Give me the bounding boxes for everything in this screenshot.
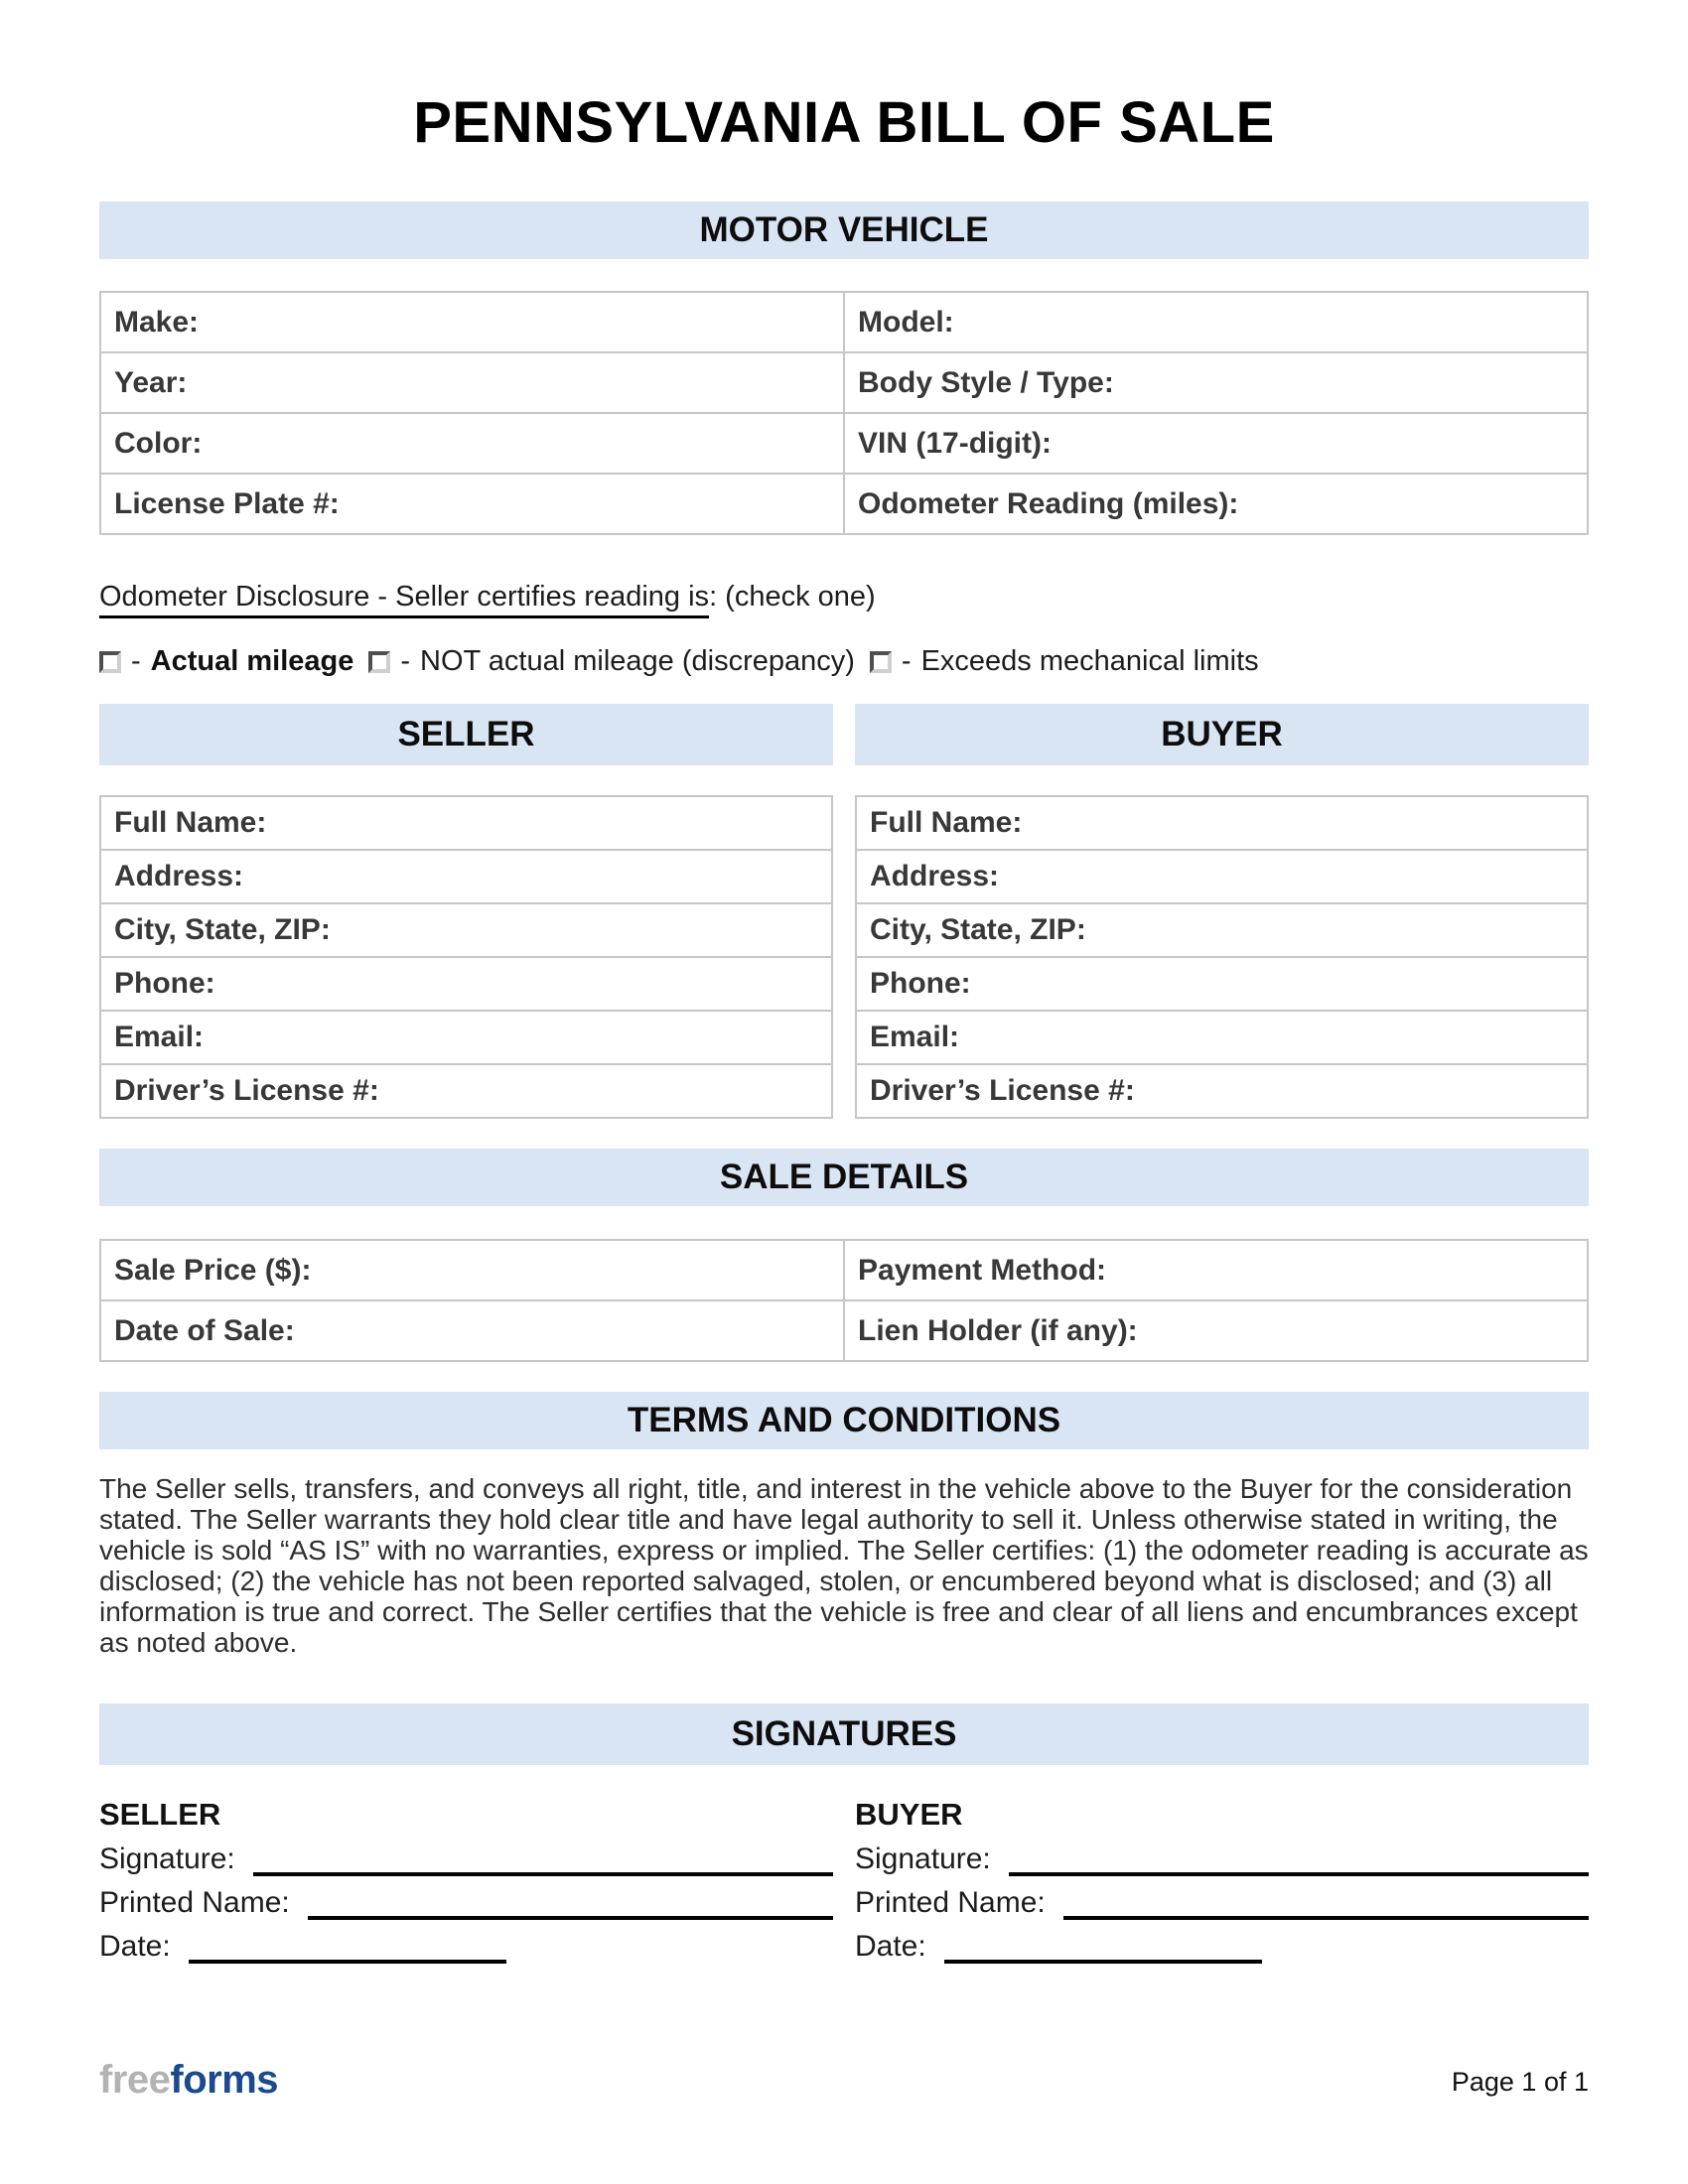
table-row	[856, 850, 1588, 903]
body-style-field[interactable]: Body Style / Type:	[844, 352, 1588, 413]
buyer-signature-heading: BUYER	[855, 1797, 963, 1832]
option-not-actual-mileage	[368, 645, 855, 678]
date-of-sale-field[interactable]: Date of Sale:	[100, 1300, 844, 1361]
option-label: NOT actual mileage (discrepancy)	[420, 645, 855, 677]
signature-label: Signature:	[855, 1843, 991, 1875]
signature-label: Signature:	[99, 1843, 235, 1875]
dash-separator: -	[400, 645, 411, 677]
odometer-reading-field[interactable]: Odometer Reading (miles):	[844, 474, 1588, 534]
actual-mileage-checkbox[interactable]	[99, 651, 121, 673]
buyer-printed-name-row	[855, 1886, 1589, 1920]
buyer-email-field[interactable]: Email:	[856, 1011, 1588, 1064]
option-label: Actual mileage	[150, 645, 354, 677]
color-field[interactable]: Color:	[100, 413, 844, 474]
buyer-signature-block	[855, 1797, 1589, 1964]
seller-signature-heading: SELLER	[99, 1797, 221, 1832]
table-row	[100, 903, 832, 957]
freeforms-logo	[99, 2058, 278, 2103]
table-row	[856, 1011, 1588, 1064]
table-row	[100, 1064, 832, 1118]
table-row	[100, 1240, 1588, 1300]
year-field[interactable]: Year:	[100, 352, 844, 413]
section-header-signatures: SIGNATURES	[99, 1704, 1589, 1765]
seller-table	[99, 795, 833, 1119]
exceeds-limits-checkbox[interactable]	[870, 651, 892, 673]
odometer-disclosure-underlined: Odometer Disclosure - Seller certifies reading is	[99, 581, 709, 618]
seller-printed-name-row	[99, 1886, 833, 1920]
section-header-terms: TERMS AND CONDITIONS	[99, 1392, 1589, 1449]
page-footer	[99, 2058, 1589, 2103]
seller-signature-row	[99, 1843, 833, 1876]
buyer-signature-row	[855, 1843, 1589, 1876]
motor-vehicle-table	[99, 291, 1589, 535]
lien-holder-field[interactable]: Lien Holder (if any):	[844, 1300, 1588, 1361]
make-field[interactable]: Make:	[100, 292, 844, 352]
buyer-date-line[interactable]	[944, 1938, 1262, 1964]
seller-signature-block	[99, 1797, 833, 1964]
table-row	[100, 352, 1588, 413]
odometer-disclosure-line	[99, 581, 1589, 614]
buyer-table	[855, 795, 1589, 1119]
option-label: Exceeds mechanical limits	[920, 645, 1259, 677]
table-row	[100, 796, 832, 850]
buyer-printed-name-line[interactable]	[1063, 1894, 1589, 1920]
table-row	[856, 796, 1588, 850]
sale-details-table	[99, 1239, 1589, 1362]
odometer-disclosure-suffix: : (check one)	[709, 581, 876, 613]
date-label: Date:	[855, 1930, 926, 1963]
table-row	[100, 1300, 1588, 1361]
table-row	[100, 957, 832, 1011]
seller-full-name-field[interactable]: Full Name:	[100, 796, 832, 850]
logo-free-text: free	[99, 2058, 171, 2102]
section-header-seller: SELLER	[99, 704, 833, 765]
vin-field[interactable]: VIN (17-digit):	[844, 413, 1588, 474]
model-field[interactable]: Model:	[844, 292, 1588, 352]
dash-separator: -	[131, 645, 141, 677]
party-headers	[99, 704, 1589, 765]
date-label: Date:	[99, 1930, 171, 1963]
logo-forms-text: forms	[170, 2058, 279, 2102]
option-exceeds-limits	[870, 645, 1259, 678]
signature-blocks	[99, 1797, 1589, 1964]
seller-phone-field[interactable]: Phone:	[100, 957, 832, 1011]
printed-name-label: Printed Name:	[99, 1886, 290, 1919]
table-row	[100, 850, 832, 903]
buyer-phone-field[interactable]: Phone:	[856, 957, 1588, 1011]
table-row	[100, 1011, 832, 1064]
terms-paragraph: The Seller sells, transfers, and conveys all right, title, and interest in the vehicle above to the Buyer for the consideration stated. The Seller warrants they hold clear title and have legal authority to sell it. Unless otherwise stated in writing, the vehicle is sold “AS IS” with no warranties, express or implied. The Seller certifies: (1) the odometer reading is accurate as disclosed; (2) the vehicle has not been reported salvaged, stolen, or encumbered beyond what is disclosed; and (3) all information is true and correct. The Seller certifies that the vehicle is free and clear of all liens and encumbrances except as noted above.	[99, 1473, 1589, 1658]
dash-separator: -	[901, 645, 912, 677]
buyer-full-name-field[interactable]: Full Name:	[856, 796, 1588, 850]
printed-name-label: Printed Name:	[855, 1886, 1046, 1919]
payment-method-field[interactable]: Payment Method:	[844, 1240, 1588, 1300]
seller-drivers-license-field[interactable]: Driver’s License #:	[100, 1064, 832, 1118]
table-row	[100, 413, 1588, 474]
option-actual-mileage	[99, 645, 353, 678]
section-header-buyer: BUYER	[855, 704, 1589, 765]
seller-signature-line[interactable]	[253, 1850, 833, 1876]
party-tables	[99, 795, 1589, 1119]
table-row	[100, 474, 1588, 534]
seller-date-line[interactable]	[189, 1938, 506, 1964]
section-header-motor-vehicle: MOTOR VEHICLE	[99, 202, 1589, 259]
page-number: Page 1 of 1	[1451, 2067, 1589, 2097]
seller-email-field[interactable]: Email:	[100, 1011, 832, 1064]
seller-date-row	[99, 1930, 833, 1964]
table-row	[100, 292, 1588, 352]
seller-address-field[interactable]: Address:	[100, 850, 832, 903]
seller-printed-name-line[interactable]	[308, 1894, 833, 1920]
seller-city-state-zip-field[interactable]: City, State, ZIP:	[100, 903, 832, 957]
buyer-city-state-zip-field[interactable]: City, State, ZIP:	[856, 903, 1588, 957]
license-plate-field[interactable]: License Plate #:	[100, 474, 844, 534]
section-header-sale-details: SALE DETAILS	[99, 1149, 1589, 1206]
sale-price-field[interactable]: Sale Price ($):	[100, 1240, 844, 1300]
buyer-drivers-license-field[interactable]: Driver’s License #:	[856, 1064, 1588, 1118]
buyer-date-row	[855, 1930, 1589, 1964]
page-title: PENNSYLVANIA BILL OF SALE	[413, 90, 1275, 155]
odometer-options-row	[99, 645, 1589, 678]
buyer-signature-line[interactable]	[1009, 1850, 1589, 1876]
buyer-address-field[interactable]: Address:	[856, 850, 1588, 903]
table-row	[856, 1064, 1588, 1118]
table-row	[856, 957, 1588, 1011]
not-actual-mileage-checkbox[interactable]	[368, 651, 390, 673]
table-row	[856, 903, 1588, 957]
